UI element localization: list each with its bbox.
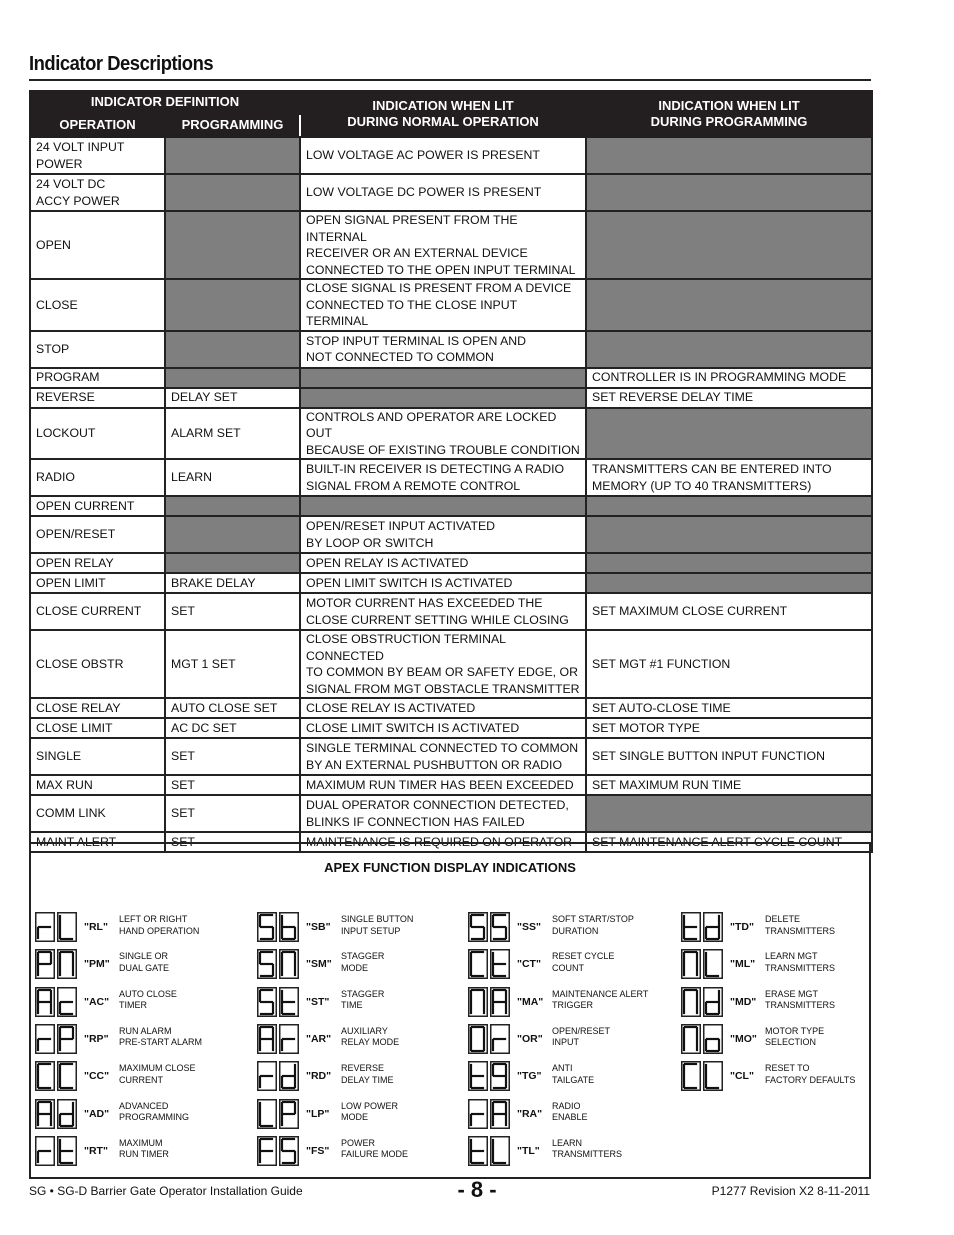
table-row: [30, 795, 872, 832]
cell-normal: BUILT-IN RECEIVER IS DETECTING A RADIO SIGNAL FROM A REMOTE CONTROL: [300, 459, 586, 496]
seven-segment-digit-icon: [57, 1136, 77, 1166]
seven-segment-digit-icon: [703, 987, 723, 1017]
cell-prog: SET: [165, 738, 300, 775]
cell-prog: SET: [165, 593, 300, 630]
seven-segment-display: [468, 1024, 510, 1054]
cell-during: CONTROLLER IS IN PROGRAMMING MODE: [586, 368, 872, 388]
apex-description: ADVANCED PROGRAMMING: [119, 1100, 190, 1122]
apex-code: "LP": [306, 1107, 330, 1120]
cell-op: SINGLE: [30, 738, 165, 775]
apex-code: "RD": [306, 1070, 332, 1083]
apex-code: "MD": [730, 995, 757, 1008]
apex-description: LEFT OR RIGHT HAND OPERATION: [119, 914, 200, 936]
apex-code: "CT": [517, 958, 541, 971]
seven-segment-digit-icon: [468, 1136, 488, 1166]
seven-segment-display: [468, 912, 510, 942]
apex-item: [257, 1024, 467, 1054]
apex-description: ERASE MGT TRANSMITTERS: [765, 988, 836, 1011]
apex-code: "MA": [517, 995, 544, 1008]
seven-segment-display: [681, 987, 723, 1017]
table-row: [30, 573, 872, 593]
cell-op: OPEN RELAY: [30, 553, 165, 573]
apex-code: "ML": [730, 958, 756, 971]
cell-normal: CLOSE RELAY IS ACTIVATED: [300, 698, 586, 718]
cell-op: OPEN: [30, 211, 165, 279]
apex-item: [468, 1024, 678, 1054]
apex-code: "TG": [517, 1070, 542, 1083]
seven-segment-digit-icon: [35, 912, 55, 942]
seven-segment-display: [681, 1024, 723, 1054]
apex-item: [35, 1099, 245, 1129]
seven-segment-digit-icon: [490, 1024, 510, 1054]
apex-item: [35, 912, 245, 942]
table-row: [30, 496, 872, 516]
seven-segment-display: [257, 912, 299, 942]
cell-normal: MAXIMUM RUN TIMER HAS BEEN EXCEEDED: [300, 775, 586, 795]
apex-item: [35, 1061, 245, 1091]
apex-code: "RT": [84, 1144, 108, 1157]
cell-op: MAINT ALERT: [30, 832, 165, 852]
seven-segment-display: [257, 1136, 299, 1166]
seven-segment-digit-icon: [681, 987, 701, 1017]
apex-item: [468, 912, 678, 942]
empty-cell-shaded: [300, 368, 586, 388]
apex-code: "RA": [517, 1107, 543, 1120]
cell-normal: SINGLE TERMINAL CONNECTED TO COMMON BY AN EXTERNAL PUSHBUTTON OR RADIO: [300, 738, 586, 775]
empty-cell-shaded: [165, 174, 300, 211]
header-operation: OPERATION: [30, 114, 165, 137]
cell-op: RADIO: [30, 459, 165, 496]
seven-segment-digit-icon: [35, 987, 55, 1017]
indicator-table: [29, 90, 873, 853]
apex-description: MOTOR TYPE SELECTION: [765, 1025, 825, 1048]
cell-op: CLOSE CURRENT: [30, 593, 165, 630]
seven-segment-display: [681, 912, 723, 942]
header-during-programming: INDICATION WHEN LIT DURING PROGRAMMING: [586, 91, 872, 137]
cell-op: MAX RUN: [30, 775, 165, 795]
cell-normal: CLOSE LIMIT SWITCH IS ACTIVATED: [300, 718, 586, 738]
empty-cell-shaded: [165, 553, 300, 573]
seven-segment-digit-icon: [681, 949, 701, 979]
apex-description: SINGLE BUTTON INPUT SETUP: [341, 914, 414, 936]
seven-segment-digit-icon: [468, 912, 488, 942]
apex-item: [257, 912, 467, 942]
empty-cell-shaded: [165, 211, 300, 279]
cell-during: SET REVERSE DELAY TIME: [586, 388, 872, 408]
table-row: [30, 388, 872, 408]
cell-op: REVERSE: [30, 388, 165, 408]
cell-during: SET MAXIMUM RUN TIME: [586, 775, 872, 795]
cell-op: 24 VOLT INPUT POWER: [30, 137, 165, 174]
cell-prog: SET: [165, 795, 300, 832]
seven-segment-display: [257, 1024, 299, 1054]
apex-code: "CL": [730, 1070, 754, 1083]
apex-item: [468, 949, 678, 979]
apex-description: RESET CYCLE COUNT: [552, 951, 615, 973]
seven-segment-digit-icon: [35, 1136, 55, 1166]
cell-op: 24 VOLT DC ACCY POWER: [30, 174, 165, 211]
cell-during: SET MAINTENANCE ALERT CYCLE COUNT: [586, 832, 872, 852]
cell-normal: CLOSE SIGNAL IS PRESENT FROM A DEVICE CONNECTED TO THE CLOSE INPUT TERMINAL: [300, 279, 586, 331]
seven-segment-digit-icon: [257, 949, 277, 979]
apex-code: "TD": [730, 921, 754, 933]
cell-prog: SET: [165, 775, 300, 795]
table-row: [30, 516, 872, 553]
table-row: [30, 408, 872, 460]
empty-cell-shaded: [165, 496, 300, 516]
apex-item: [468, 1061, 678, 1091]
apex-code: "OR": [517, 1032, 543, 1045]
empty-cell-shaded: [300, 388, 586, 408]
apex-item: [468, 1099, 678, 1129]
seven-segment-display: [35, 949, 77, 979]
apex-description: LOW POWER MODE: [341, 1100, 399, 1122]
seven-segment-digit-icon: [703, 1024, 723, 1054]
apex-item: [35, 987, 245, 1017]
apex-item: [681, 949, 891, 979]
apex-code: "FS": [306, 1144, 330, 1157]
table-row: [30, 718, 872, 738]
seven-segment-digit-icon: [703, 1061, 723, 1091]
seven-segment-digit-icon: [257, 1099, 277, 1129]
apex-description: OPEN/RESET INPUT: [552, 1025, 611, 1048]
seven-segment-digit-icon: [35, 949, 55, 979]
seven-segment-digit-icon: [257, 1136, 277, 1166]
seven-segment-digit-icon: [468, 987, 488, 1017]
seven-segment-digit-icon: [57, 1024, 77, 1054]
table-row: [30, 738, 872, 775]
apex-code: "CC": [84, 1070, 110, 1083]
seven-segment-display: [35, 987, 77, 1017]
cell-op: OPEN CURRENT: [30, 496, 165, 516]
footer-revision: P1277 Revision X2 8-11-2011: [711, 1184, 870, 1198]
apex-code: "RP": [84, 1032, 109, 1045]
apex-item: [257, 1136, 467, 1166]
cell-prog: DELAY SET: [165, 388, 300, 408]
seven-segment-digit-icon: [468, 949, 488, 979]
seven-segment-digit-icon: [279, 1136, 299, 1166]
seven-segment-digit-icon: [279, 1024, 299, 1054]
seven-segment-display: [35, 1024, 77, 1054]
empty-cell-shaded: [586, 211, 872, 279]
seven-segment-display: [468, 1061, 510, 1091]
seven-segment-digit-icon: [57, 1099, 77, 1129]
seven-segment-digit-icon: [703, 949, 723, 979]
seven-segment-display: [257, 987, 299, 1017]
seven-segment-digit-icon: [257, 987, 277, 1017]
seven-segment-digit-icon: [35, 1024, 55, 1054]
apex-display-panel: [29, 842, 871, 1179]
seven-segment-display: [35, 1136, 77, 1166]
apex-item: [681, 1061, 891, 1091]
apex-description: ANTI TAILGATE: [552, 1063, 595, 1085]
apex-item: [257, 949, 467, 979]
cell-op: CLOSE LIMIT: [30, 718, 165, 738]
seven-segment-display: [35, 912, 77, 942]
apex-description: REVERSE DELAY TIME: [341, 1063, 394, 1085]
apex-description: LEARN MGT TRANSMITTERS: [765, 951, 836, 973]
header-programming: PROGRAMMING: [165, 114, 300, 137]
table-row: [30, 459, 872, 496]
apex-item: [257, 1099, 467, 1129]
apex-code: "SB": [306, 921, 331, 933]
seven-segment-digit-icon: [279, 949, 299, 979]
title-rule: [29, 79, 871, 81]
apex-description: MAXIMUM CLOSE CURRENT: [119, 1063, 196, 1085]
seven-segment-display: [35, 1099, 77, 1129]
seven-segment-display: [257, 949, 299, 979]
apex-description: STAGGER MODE: [341, 951, 385, 973]
seven-segment-digit-icon: [57, 987, 77, 1017]
cell-normal: MAINTENANCE IS REQUIRED ON OPERATOR: [300, 832, 586, 852]
apex-code: "AR": [306, 1032, 332, 1045]
cell-during: SET SINGLE BUTTON INPUT FUNCTION: [586, 738, 872, 775]
empty-cell-shaded: [165, 279, 300, 331]
cell-op: COMM LINK: [30, 795, 165, 832]
apex-code: "SM": [306, 958, 332, 971]
header-indicator-definition: INDICATOR DEFINITION: [30, 91, 300, 114]
footer-guide-title: SG • SG-D Barrier Gate Operator Installation Guide: [29, 1184, 303, 1198]
cell-prog: ALARM SET: [165, 408, 300, 460]
table-row: [30, 174, 872, 211]
cell-op: CLOSE RELAY: [30, 698, 165, 718]
cell-op: PROGRAM: [30, 368, 165, 388]
apex-code: "TL": [517, 1144, 540, 1157]
seven-segment-display: [468, 1136, 510, 1166]
apex-code: "AD": [84, 1107, 110, 1120]
apex-item: [35, 1136, 245, 1166]
cell-during: SET MOTOR TYPE: [586, 718, 872, 738]
apex-item: [257, 1061, 467, 1091]
apex-description: RESET TO FACTORY DEFAULTS: [765, 1063, 856, 1085]
seven-segment-digit-icon: [279, 1061, 299, 1091]
page-title: Indicator Descriptions: [29, 53, 214, 75]
cell-prog: LEARN: [165, 459, 300, 496]
cell-normal: LOW VOLTAGE AC POWER IS PRESENT: [300, 137, 586, 174]
cell-normal: LOW VOLTAGE DC POWER IS PRESENT: [300, 174, 586, 211]
empty-cell-shaded: [586, 137, 872, 174]
cell-prog: MGT 1 SET: [165, 630, 300, 698]
table-row: [30, 211, 872, 279]
apex-description: MAXIMUM RUN TIMER: [119, 1137, 169, 1160]
empty-cell-shaded: [165, 137, 300, 174]
seven-segment-digit-icon: [279, 1099, 299, 1129]
seven-segment-digit-icon: [279, 912, 299, 942]
cell-normal: OPEN SIGNAL PRESENT FROM THE INTERNAL RECEIVER OR AN EXTERNAL DEVICE CONNECTED TO THE OPEN INPUT TERMINAL: [300, 211, 586, 279]
apex-description: POWER FAILURE MODE: [341, 1137, 409, 1160]
seven-segment-digit-icon: [57, 912, 77, 942]
apex-description: RUN ALARM PRE-START ALARM: [119, 1025, 203, 1048]
table-row: [30, 630, 872, 698]
cell-normal: OPEN/RESET INPUT ACTIVATED BY LOOP OR SWITCH: [300, 516, 586, 553]
cell-normal: CONTROLS AND OPERATOR ARE LOCKED OUT BECAUSE OF EXISTING TROUBLE CONDITION: [300, 408, 586, 460]
empty-cell-shaded: [586, 516, 872, 553]
apex-description: SINGLE OR DUAL GATE: [119, 951, 170, 973]
table-row: [30, 331, 872, 368]
apex-description: SOFT START/STOP DURATION: [552, 914, 634, 936]
seven-segment-digit-icon: [57, 1061, 77, 1091]
apex-description: LEARN TRANSMITTERS: [552, 1137, 623, 1160]
seven-segment-digit-icon: [490, 1061, 510, 1091]
apex-description: AUTO CLOSE TIMER: [119, 988, 177, 1011]
seven-segment-digit-icon: [35, 1061, 55, 1091]
seven-segment-digit-icon: [468, 1061, 488, 1091]
cell-normal: CLOSE OBSTRUCTION TERMINAL CONNECTED TO COMMON BY BEAM OR SAFETY EDGE, OR SIGNAL FROM MGT OBSTACLE TRANSMITTER: [300, 630, 586, 698]
empty-cell-shaded: [165, 516, 300, 553]
cell-op: STOP: [30, 331, 165, 368]
empty-cell-shaded: [586, 573, 872, 593]
apex-item: [468, 987, 678, 1017]
cell-op: OPEN/RESET: [30, 516, 165, 553]
empty-cell-shaded: [586, 795, 872, 832]
cell-prog: AC DC SET: [165, 718, 300, 738]
empty-cell-shaded: [586, 174, 872, 211]
apex-panel-title: APEX FUNCTION DISPLAY INDICATIONS: [324, 860, 576, 875]
cell-normal: MOTOR CURRENT HAS EXCEEDED THE CLOSE CURRENT SETTING WHILE CLOSING: [300, 593, 586, 630]
cell-op: CLOSE: [30, 279, 165, 331]
seven-segment-display: [257, 1061, 299, 1091]
empty-cell-shaded: [586, 331, 872, 368]
cell-normal: STOP INPUT TERMINAL IS OPEN AND NOT CONNECTED TO COMMON: [300, 331, 586, 368]
table-row: [30, 593, 872, 630]
apex-item: [681, 912, 891, 942]
cell-normal: OPEN RELAY IS ACTIVATED: [300, 553, 586, 573]
seven-segment-digit-icon: [681, 1024, 701, 1054]
cell-during: SET MGT #1 FUNCTION: [586, 630, 872, 698]
apex-description: AUXILIARY RELAY MODE: [341, 1025, 400, 1048]
empty-cell-shaded: [165, 368, 300, 388]
apex-description: MAINTENANCE ALERT TRIGGER: [552, 988, 649, 1011]
seven-segment-display: [681, 1061, 723, 1091]
apex-code: "SS": [517, 921, 541, 933]
empty-cell-shaded: [586, 279, 872, 331]
cell-normal: OPEN LIMIT SWITCH IS ACTIVATED: [300, 573, 586, 593]
cell-during: SET AUTO-CLOSE TIME: [586, 698, 872, 718]
empty-cell-shaded: [586, 408, 872, 460]
apex-item: [681, 1024, 891, 1054]
table-row: [30, 137, 872, 174]
indicator-table-body: [30, 137, 872, 852]
seven-segment-digit-icon: [490, 1099, 510, 1129]
seven-segment-digit-icon: [468, 1024, 488, 1054]
cell-op: LOCKOUT: [30, 408, 165, 460]
seven-segment-display: [468, 987, 510, 1017]
page-number: - 8 -: [457, 1177, 497, 1202]
seven-segment-digit-icon: [490, 912, 510, 942]
seven-segment-digit-icon: [35, 1099, 55, 1129]
empty-cell-shaded: [586, 496, 872, 516]
seven-segment-digit-icon: [703, 912, 723, 942]
apex-code: "ST": [306, 995, 330, 1008]
apex-code: "AC": [84, 995, 110, 1008]
empty-cell-shaded: [165, 331, 300, 368]
seven-segment-digit-icon: [257, 1024, 277, 1054]
cell-op: CLOSE OBSTR: [30, 630, 165, 698]
empty-cell-shaded: [300, 496, 586, 516]
apex-item: [681, 987, 891, 1017]
table-row: [30, 698, 872, 718]
apex-code: "PM": [84, 958, 110, 971]
empty-cell-shaded: [586, 553, 872, 573]
apex-description: RADIO ENABLE: [552, 1100, 588, 1122]
apex-item: [468, 1136, 678, 1166]
cell-prog: BRAKE DELAY: [165, 573, 300, 593]
seven-segment-display: [257, 1099, 299, 1129]
cell-during: SET MAXIMUM CLOSE CURRENT: [586, 593, 872, 630]
table-row: [30, 279, 872, 331]
table-row: [30, 553, 872, 573]
apex-description: STAGGER TIME: [341, 988, 385, 1011]
seven-segment-digit-icon: [257, 1061, 277, 1091]
apex-item: [257, 987, 467, 1017]
seven-segment-digit-icon: [490, 987, 510, 1017]
apex-code: "RL": [84, 921, 108, 933]
seven-segment-digit-icon: [279, 987, 299, 1017]
table-row: [30, 368, 872, 388]
cell-prog: AUTO CLOSE SET: [165, 698, 300, 718]
cell-normal: DUAL OPERATOR CONNECTION DETECTED, BLINKS IF CONNECTION HAS FAILED: [300, 795, 586, 832]
seven-segment-display: [468, 949, 510, 979]
apex-item: [35, 1024, 245, 1054]
apex-description: DELETE TRANSMITTERS: [765, 914, 836, 936]
header-normal-operation: INDICATION WHEN LIT DURING NORMAL OPERATION: [300, 91, 586, 137]
seven-segment-digit-icon: [57, 949, 77, 979]
seven-segment-digit-icon: [257, 912, 277, 942]
cell-prog: SET: [165, 832, 300, 852]
seven-segment-digit-icon: [490, 1136, 510, 1166]
seven-segment-digit-icon: [490, 949, 510, 979]
table-row: [30, 775, 872, 795]
seven-segment-display: [681, 949, 723, 979]
cell-op: OPEN LIMIT: [30, 573, 165, 593]
seven-segment-display: [468, 1099, 510, 1129]
apex-code: "MO": [730, 1032, 757, 1045]
apex-item: [35, 949, 245, 979]
seven-segment-display: [35, 1061, 77, 1091]
cell-during: TRANSMITTERS CAN BE ENTERED INTO MEMORY (UP TO 40 TRANSMITTERS): [586, 459, 872, 496]
seven-segment-digit-icon: [468, 1099, 488, 1129]
seven-segment-digit-icon: [681, 1061, 701, 1091]
seven-segment-digit-icon: [681, 912, 701, 942]
